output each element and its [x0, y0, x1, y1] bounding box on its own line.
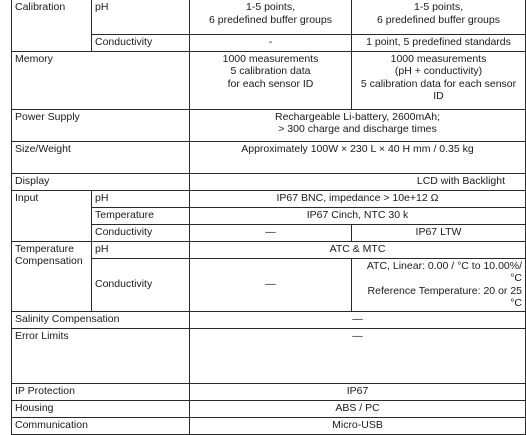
cell-tempcomp-cond-a: —	[190, 258, 352, 311]
table-row	[12, 417, 526, 434]
table-row	[12, 311, 526, 328]
row-label-size-weight: Size/Weight	[12, 141, 190, 173]
table-row	[12, 51, 526, 109]
cell-calibration-cond-b: 1 point, 5 predefined standards	[352, 34, 526, 51]
cell-input-temperature: IP67 Cinch, NTC 30 k	[190, 207, 526, 224]
table-row	[12, 241, 526, 258]
cell-calibration-cond-a: -	[190, 34, 352, 51]
cell-calibration-ph-b: 1-5 points, 6 predefined buffer groups	[352, 0, 526, 34]
sub-label-ph: pH	[92, 190, 190, 207]
cell-power-supply: Rechargeable Li-battery, 2600mAh; > 300 charge and discharge times	[190, 109, 526, 141]
cell-display: LCD with Backlight	[190, 173, 526, 190]
row-label-power-supply: Power Supply	[12, 109, 190, 141]
table-row	[12, 173, 526, 190]
sub-label-temperature: Temperature	[92, 207, 190, 224]
spec-table	[11, 0, 526, 435]
cell-size-weight: Approximately 100W × 230 L × 40 H mm / 0.35 kg	[190, 141, 526, 173]
cell-communication: Micro-USB	[190, 417, 526, 434]
row-label-display: Display	[12, 173, 190, 190]
table-row	[12, 328, 526, 383]
cell-input-ph: IP67 BNC, impedance > 10e+12 Ω	[190, 190, 526, 207]
sub-label-ph: pH	[92, 241, 190, 258]
row-label-error-limits: Error Limits	[12, 328, 190, 383]
row-label-memory: Memory	[12, 51, 190, 109]
table-row	[12, 383, 526, 400]
cell-salinity-compensation: —	[190, 311, 526, 328]
cell-error-limits: —	[190, 328, 526, 383]
cell-tempcomp-ph: ATC & MTC	[190, 241, 526, 258]
cell-ip-protection: IP67	[190, 383, 526, 400]
row-label-temperature-compensation: Temperature Compensation	[12, 241, 92, 311]
table-row	[12, 109, 526, 141]
cell-calibration-ph-a: 1-5 points, 6 predefined buffer groups	[190, 0, 352, 34]
table-row	[12, 400, 526, 417]
sub-label-conductivity: Conductivity	[92, 258, 190, 311]
sub-label-ph: pH	[92, 0, 190, 34]
cell-housing: ABS / PC	[190, 400, 526, 417]
sub-label-conductivity: Conductivity	[92, 224, 190, 241]
row-label-salinity-compensation: Salinity Compensation	[12, 311, 190, 328]
table-row	[12, 0, 526, 34]
table-row	[12, 190, 526, 207]
row-label-input: Input	[12, 190, 92, 241]
cell-input-cond-b: IP67 LTW	[352, 224, 526, 241]
sub-label-conductivity: Conductivity	[92, 34, 190, 51]
cell-input-cond-a: —	[190, 224, 352, 241]
row-label-communication: Communication	[12, 417, 190, 434]
table-row	[12, 141, 526, 173]
cell-memory-b: 1000 measurements (pH + conductivity) 5 calibration data for each sensor ID	[352, 51, 526, 109]
row-label-calibration: Calibration	[12, 0, 92, 51]
cell-memory-a: 1000 measurements 5 calibration data for each sensor ID	[190, 51, 352, 109]
cell-tempcomp-cond-b: ATC, Linear: 0.00 / °C to 10.00%/ °C Reference Temperature: 20 or 25 °C	[352, 258, 526, 311]
row-label-ip-protection: IP Protection	[12, 383, 190, 400]
row-label-housing: Housing	[12, 400, 190, 417]
